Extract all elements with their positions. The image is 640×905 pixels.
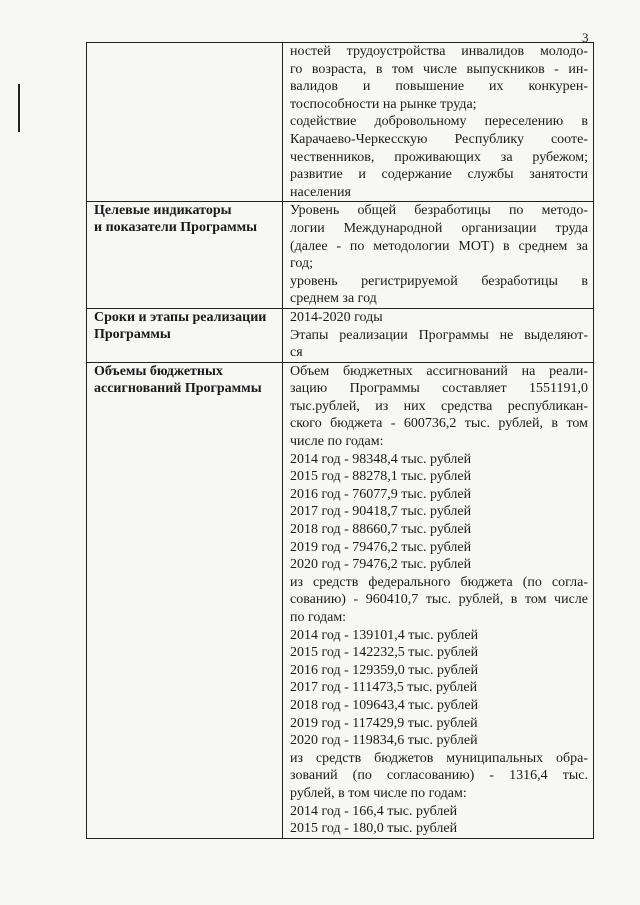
- content-line: 2019 год - 79476,2 тыс. рублей: [290, 539, 472, 555]
- content-line: 2015 год - 88278,1 тыс. рублей: [290, 469, 472, 485]
- row-content-cell: [283, 202, 594, 309]
- content-line: го возраста, в том числе выпускников - ин-: [290, 61, 588, 77]
- content-line: ностей трудоустройства инвалидов молодо-: [290, 44, 588, 59]
- page-number: 3: [582, 30, 589, 45]
- content-line: содействие добровольному переселению в: [290, 114, 588, 130]
- content-line: 2018 год - 88660,7 тыс. рублей: [290, 522, 472, 538]
- row-label-line: и показатели Программы: [94, 220, 258, 236]
- content-line: чественников, проживающих за рубежом;: [290, 149, 588, 165]
- row-label-line: ассигнований Программы: [94, 380, 262, 396]
- row-label-line: Целевые индикаторы: [94, 203, 232, 219]
- content-line: по годам:: [290, 610, 347, 625]
- content-line: Карачаево-Черкесскую Республику соотe-: [290, 131, 588, 147]
- content-line: развитие и содержание службы занятости: [290, 167, 588, 183]
- content-line: 2014-2020 годы: [290, 309, 383, 325]
- content-line: 2019 год - 117429,9 тыс. рублей: [290, 715, 478, 731]
- content-line: 2015 год - 180,0 тыс. рублей: [290, 821, 458, 837]
- table-row: [87, 308, 594, 362]
- content-line: уровень регистрируемой безработицы в: [290, 273, 588, 289]
- program-passport-table: [86, 42, 594, 839]
- content-line: 2016 год - 76077,9 тыс. рублей: [290, 486, 472, 502]
- content-line: (далее - по методологии МОТ) в среднем за: [290, 238, 588, 254]
- row-label-line: Сроки и этапы реализации: [94, 309, 267, 325]
- table-row: [87, 43, 594, 202]
- row-label-line: Программы: [94, 326, 171, 342]
- table-row: [87, 202, 594, 309]
- row-label-cell: [87, 308, 283, 362]
- content-line: рублей, в том числе по годам:: [290, 785, 467, 801]
- content-line: Уровень общей безработицы по методо-: [290, 203, 588, 219]
- row-label-cell: [87, 362, 283, 838]
- content-line: ского бюджета - 600736,2 тыс. рублей, в том: [290, 416, 588, 432]
- content-line: 2014 год - 166,4 тыс. рублей: [290, 803, 458, 819]
- content-line: 2015 год - 142232,5 тыс. рублей: [290, 645, 479, 661]
- content-line: Этапы реализации Программы не выделяют-: [290, 327, 588, 343]
- content-line: логии Международной организации труда: [290, 220, 588, 236]
- content-line: 2020 год - 119834,6 тыс. рублей: [290, 733, 478, 749]
- row-label-cell: [87, 43, 283, 202]
- row-label-line: Объемы бюджетных: [94, 363, 223, 379]
- content-line: населения: [290, 184, 351, 200]
- content-line: тоспособности на рынке труда;: [290, 96, 477, 112]
- row-content-cell: [283, 43, 594, 202]
- content-line: сованию) - 960410,7 тыс. рублей, в том числе: [290, 592, 588, 608]
- content-line: ся: [290, 345, 303, 361]
- content-line: год;: [290, 256, 314, 272]
- content-line: из средств бюджетов муниципальных обра-: [290, 750, 588, 766]
- content-line: 2014 год - 98348,4 тыс. рублей: [290, 451, 472, 467]
- content-line: валидов и повышение их конкурен-: [290, 79, 588, 95]
- content-line: 2017 год - 111473,5 тыс. рублей: [290, 680, 478, 696]
- content-line: зований (по согласованию) - 1316,4 тыс.: [290, 768, 588, 784]
- content-line: числе по годам:: [290, 434, 384, 450]
- content-line: 2018 год - 109643,4 тыс. рублей: [290, 697, 479, 713]
- row-content-cell: [283, 308, 594, 362]
- content-line: 2016 год - 129359,0 тыс. рублей: [290, 662, 479, 678]
- content-line: среднем за год: [290, 291, 377, 307]
- content-line: 2020 год - 79476,2 тыс. рублей: [290, 557, 472, 573]
- content-line: тыс.рублей, из них средства республикан-: [290, 398, 588, 414]
- margin-mark: [18, 84, 20, 132]
- row-label-cell: [87, 202, 283, 309]
- row-content-cell: [283, 362, 594, 838]
- content-line: зацию Программы составляет 1551191,0: [290, 381, 588, 397]
- table-row: [87, 362, 594, 838]
- content-line: Объем бюджетных ассигнований на реали-: [290, 363, 588, 379]
- content-line: 2014 год - 139101,4 тыс. рублей: [290, 627, 479, 643]
- content-line: из средств федерального бюджета (по согла-: [290, 574, 588, 590]
- content-line: 2017 год - 90418,7 тыс. рублей: [290, 504, 472, 520]
